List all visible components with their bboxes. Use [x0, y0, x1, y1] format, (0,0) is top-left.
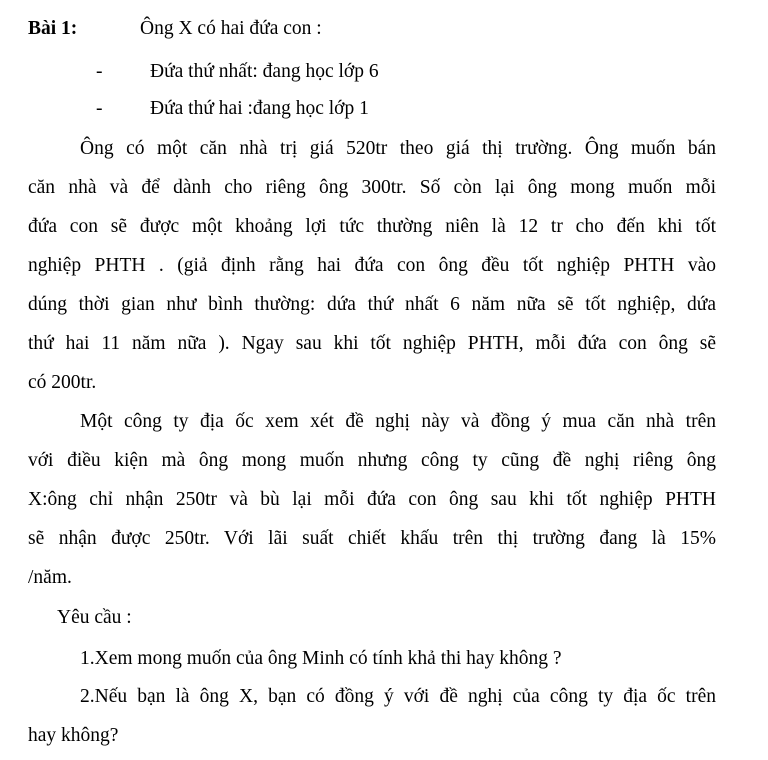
paragraph-line: thứ hai 11 năm nữa ). Ngay sau khi tốt nghiệp PHTH, mỗi đứa con ông sẽ	[28, 333, 716, 354]
paragraph-line: nghiệp PHTH . (giả định rằng hai đứa con ông đều tốt nghiệp PHTH vào	[28, 255, 716, 276]
problem-intro: Ông X có hai đứa con :	[140, 18, 322, 39]
requirements-heading: Yêu cầu :	[57, 607, 132, 628]
requirement-item: 2.Nếu bạn là ông X, bạn có đồng ý với đề nghị của công ty địa ốc trên	[80, 686, 716, 707]
paragraph-line: dúng thời gian như bình thường: dứa thứ nhất 6 năm nữa sẽ tốt nghiệp, dứa	[28, 294, 716, 315]
paragraph-line: Một công ty địa ốc xem xét đề nghị này và đồng ý mua căn nhà trên	[80, 411, 716, 432]
paragraph-line: căn nhà và để dành cho riêng ông 300tr. Số còn lại ông mong muốn mỗi	[28, 177, 716, 198]
requirement-item: hay không?	[28, 725, 119, 746]
paragraph-line: sẽ nhận được 250tr. Với lãi suất chiết khấu trên thị trường đang là 15%	[28, 528, 716, 549]
problem-label: Bài 1:	[28, 18, 78, 39]
bullet-dash: -	[96, 61, 103, 82]
bullet-dash: -	[96, 98, 103, 119]
paragraph-line: có 200tr.	[28, 372, 97, 393]
paragraph-line: Ông có một căn nhà trị giá 520tr theo giá thị trường. Ông muốn bán	[80, 138, 716, 159]
bullet-text: Đứa thứ nhất: đang học lớp 6	[150, 61, 379, 82]
paragraph-line: X:ông chỉ nhận 250tr và bù lại mỗi đứa con ông sau khi tốt nghiệp PHTH	[28, 489, 716, 510]
requirement-item: 1.Xem mong muốn của ông Minh có tính khả thi hay không ?	[80, 648, 562, 669]
paragraph-line: /năm.	[28, 567, 72, 588]
paragraph-line: đứa con sẽ được một khoảng lợi tức thường niên là 12 tr cho đến khi tốt	[28, 216, 716, 237]
bullet-text: Đứa thứ hai :đang học lớp 1	[150, 98, 369, 119]
paragraph-line: với điều kiện mà ông mong muốn nhưng công ty cũng đề nghị riêng ông	[28, 450, 716, 471]
